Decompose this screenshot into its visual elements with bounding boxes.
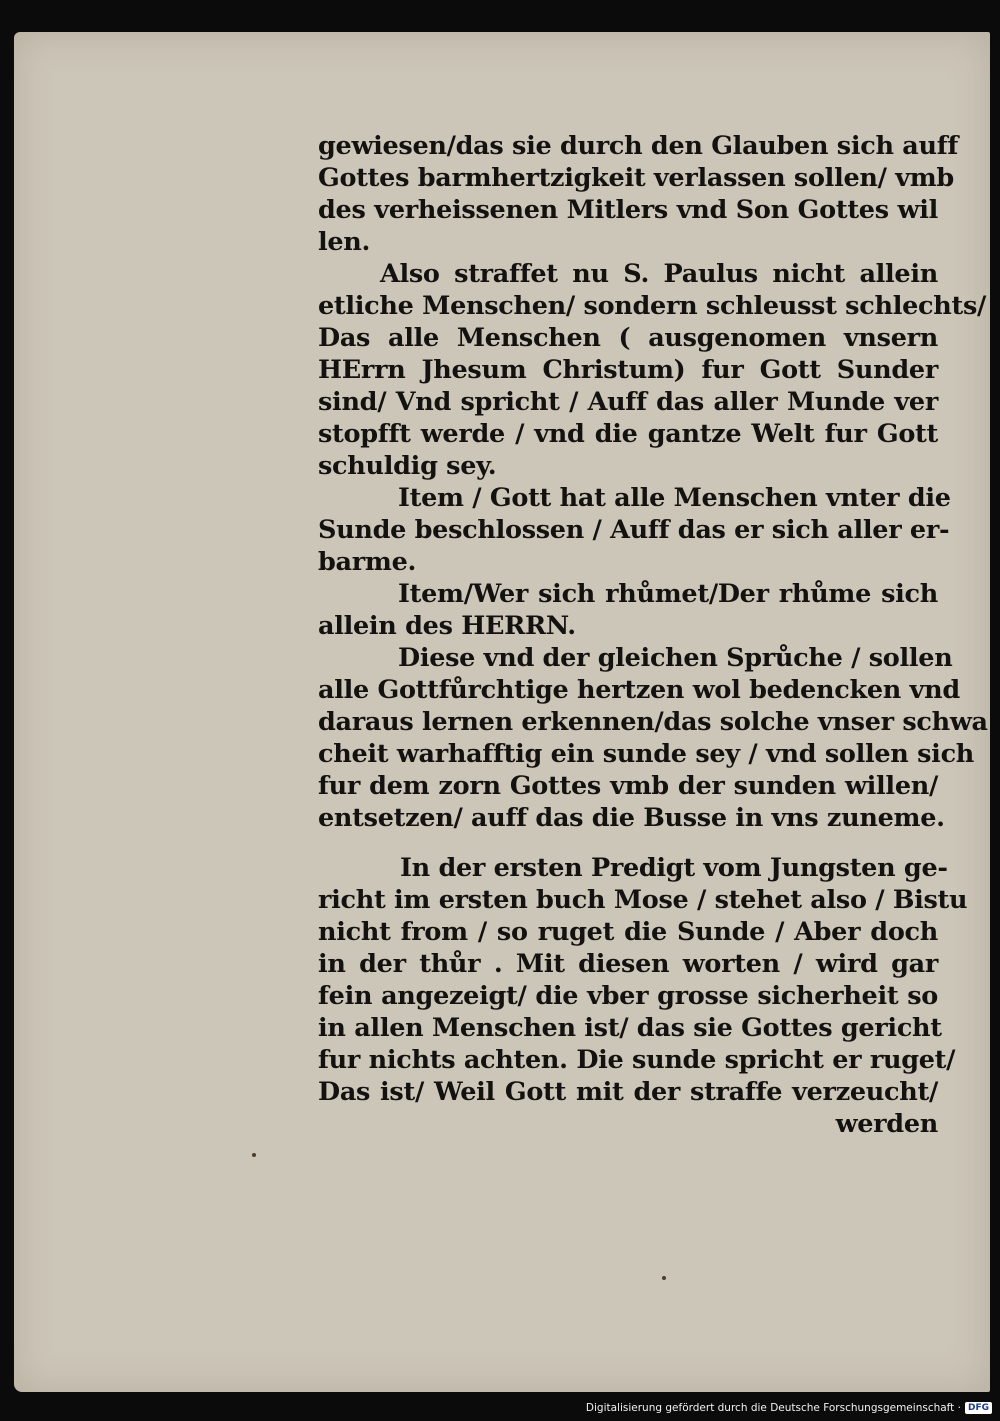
text-line: in der thůr . Mit diesen worten / wird gar [318, 949, 938, 979]
text-line: allein des HERRN. [318, 611, 576, 641]
text-line: gewiesen/das sie durch den Glauben sich auff [318, 131, 959, 161]
catchword: werden [835, 1109, 938, 1139]
text-line: des verheissenen Mitlers vnd Son Gottes wil [318, 195, 938, 225]
paper-speck [662, 1276, 666, 1280]
text-line: HErrn Jhesum Christum) fur Gott Sunder [318, 355, 938, 385]
text-line: fein angezeigt/ die vber grosse sicherheit so [318, 981, 938, 1011]
text-line: fur dem zorn Gottes vmb der sunden willen/ [318, 771, 938, 801]
text-line: Item / Gott hat alle Menschen vnter die [398, 483, 951, 513]
text-line: Diese vnd der gleichen Sprůche / sollen [398, 643, 953, 673]
text-line: Das ist/ Weil Gott mit der straffe verzeucht/ [318, 1077, 938, 1107]
funding-credit: Digitalisierung gefördert durch die Deutsche Forschungsgemeinschaft · [585, 1402, 961, 1414]
dfg-logo: DFG [965, 1402, 992, 1414]
text-line: In der ersten Predigt vom Jungsten ge- [400, 853, 948, 883]
text-line: Item/Wer sich rhůmet/Der rhůme sich [398, 579, 938, 609]
text-line: barme. [318, 547, 417, 577]
digitization-footer [586, 1400, 992, 1416]
text-line: Also straffet nu S. Paulus nicht allein [380, 259, 938, 289]
text-line: schuldig sey. [318, 451, 497, 481]
text-line: sind/ Vnd spricht / Auff das aller Munde ver [318, 387, 938, 417]
text-line: alle Gottfůrchtige hertzen wol bedencken vnd [318, 675, 960, 705]
text-line: stopfft werde / vnd die gantze Welt fur Gott [318, 419, 938, 449]
text-line: nicht from / so ruget die Sunde / Aber doch [318, 917, 938, 947]
paper-speck [252, 1153, 256, 1157]
text-line: in allen Menschen ist/ das sie Gottes gericht [318, 1013, 942, 1043]
text-line: etliche Menschen/ sondern schleusst schlechts/ [318, 291, 987, 321]
text-line: richt im ersten buch Mose / stehet also / Bistu [318, 885, 968, 915]
text-line: Sunde beschlossen / Auff das er sich aller er- [318, 515, 950, 545]
text-line: Das alle Menschen ( ausgenomen vnsern [318, 323, 938, 353]
text-line: Gottes barmhertzigkeit verlassen sollen/ vmb [318, 163, 954, 193]
text-line: entsetzen/ auff das die Busse in vns zuneme. [318, 803, 945, 833]
text-line: len. [318, 227, 371, 257]
text-line: cheit warhafftig ein sunde sey / vnd sollen sich [318, 739, 975, 769]
text-line: daraus lernen erkennen/das solche vnser schwa [318, 707, 988, 737]
text-line: fur nichts achten. Die sunde spricht er ruget/ [318, 1045, 956, 1075]
